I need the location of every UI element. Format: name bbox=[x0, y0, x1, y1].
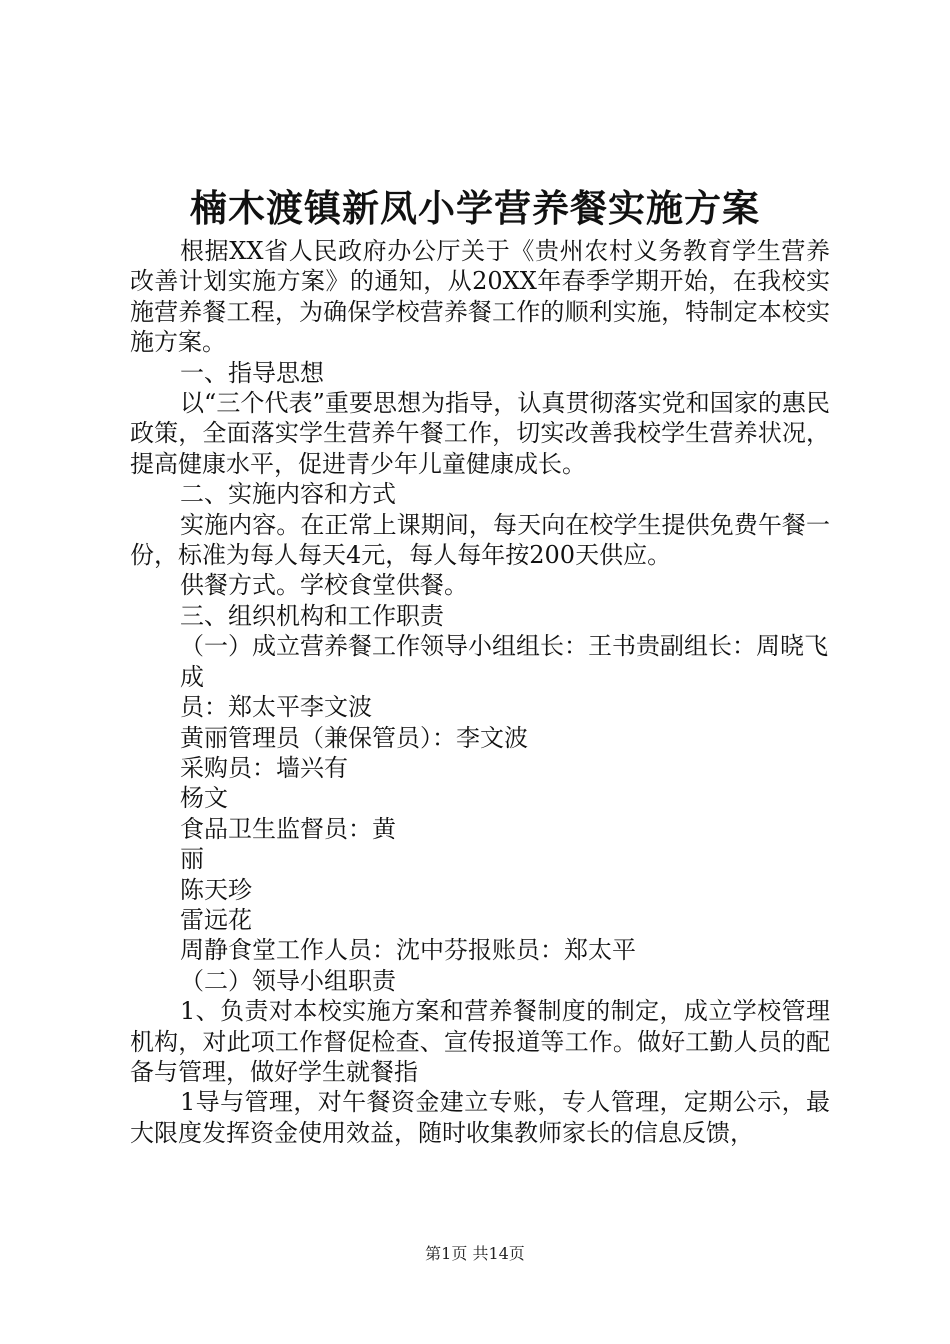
paragraph-duty-1-cont: 1导与管理，对午餐资金建立专账，专人管理，定期公示，最大限度发挥资金使用效益，随时收集教师家长的信息反馈， bbox=[130, 1088, 830, 1147]
member-line: 陈天珍 bbox=[180, 875, 252, 904]
member-line: 员：郑太平李文波 bbox=[180, 693, 372, 722]
member-line: 杨文 bbox=[180, 784, 228, 813]
paragraph-content: 实施内容。在正常上课期间，每天向在校学生提供免费午餐一份，标准为每人每天4元，每人每年按200天供应。 bbox=[130, 510, 830, 570]
heading-content-method: 二、实施内容和方式 bbox=[180, 480, 396, 509]
heading-group-duties: （二）领导小组职责 bbox=[180, 966, 396, 995]
paragraph-duty-1: 1、负责对本校实施方案和营养餐制度的制定，成立学校管理机构，对此项工作督促检查、宣传报道等工作。做好工勤人员的配备与管理，做好学生就餐指 bbox=[130, 997, 830, 1086]
member-line: 雷远花 bbox=[180, 905, 252, 934]
paragraph-guiding-thought: 以“三个代表”重要思想为指导，认真贯彻落实党和国家的惠民政策，全面落实学生营养午餐工作，切实改善我校学生营养状况，提高健康水平，促进青少年儿童健康成长。 bbox=[130, 389, 830, 478]
document-title: 楠木渡镇新凤小学营养餐实施方案 bbox=[190, 187, 760, 230]
member-line: 采购员：墙兴有 bbox=[180, 753, 348, 782]
heading-organization: 三、组织机构和工作职责 bbox=[180, 601, 444, 630]
paragraph-method: 供餐方式。学校食堂供餐。 bbox=[180, 571, 468, 600]
member-line: 食品卫生监督员：黄 bbox=[180, 814, 396, 843]
member-line: 黄丽管理员（兼保管员）：李文波 bbox=[180, 723, 528, 752]
paragraph-leadership-group: （一）成立营养餐工作领导小组组长：王书贵副组长：周晓飞 bbox=[180, 632, 828, 661]
member-line: 成 bbox=[180, 662, 204, 691]
member-line: 丽 bbox=[180, 845, 204, 874]
document-body bbox=[130, 236, 830, 1148]
page-number: 第1页 共14页 bbox=[425, 1244, 525, 1263]
paragraph-intro: 根据XX省人民政府办公厅关于《贵州农村义务教育学生营养改善计划实施方案》的通知，从20XX年春季学期开始，在我校实施营养餐工程，为确保学校营养餐工作的顺利实施，特制定本校实施方案。 bbox=[130, 237, 830, 357]
heading-guiding-thought: 一、指导思想 bbox=[180, 358, 324, 387]
member-line: 周静食堂工作人员：沈中芬报账员：郑太平 bbox=[180, 936, 636, 965]
